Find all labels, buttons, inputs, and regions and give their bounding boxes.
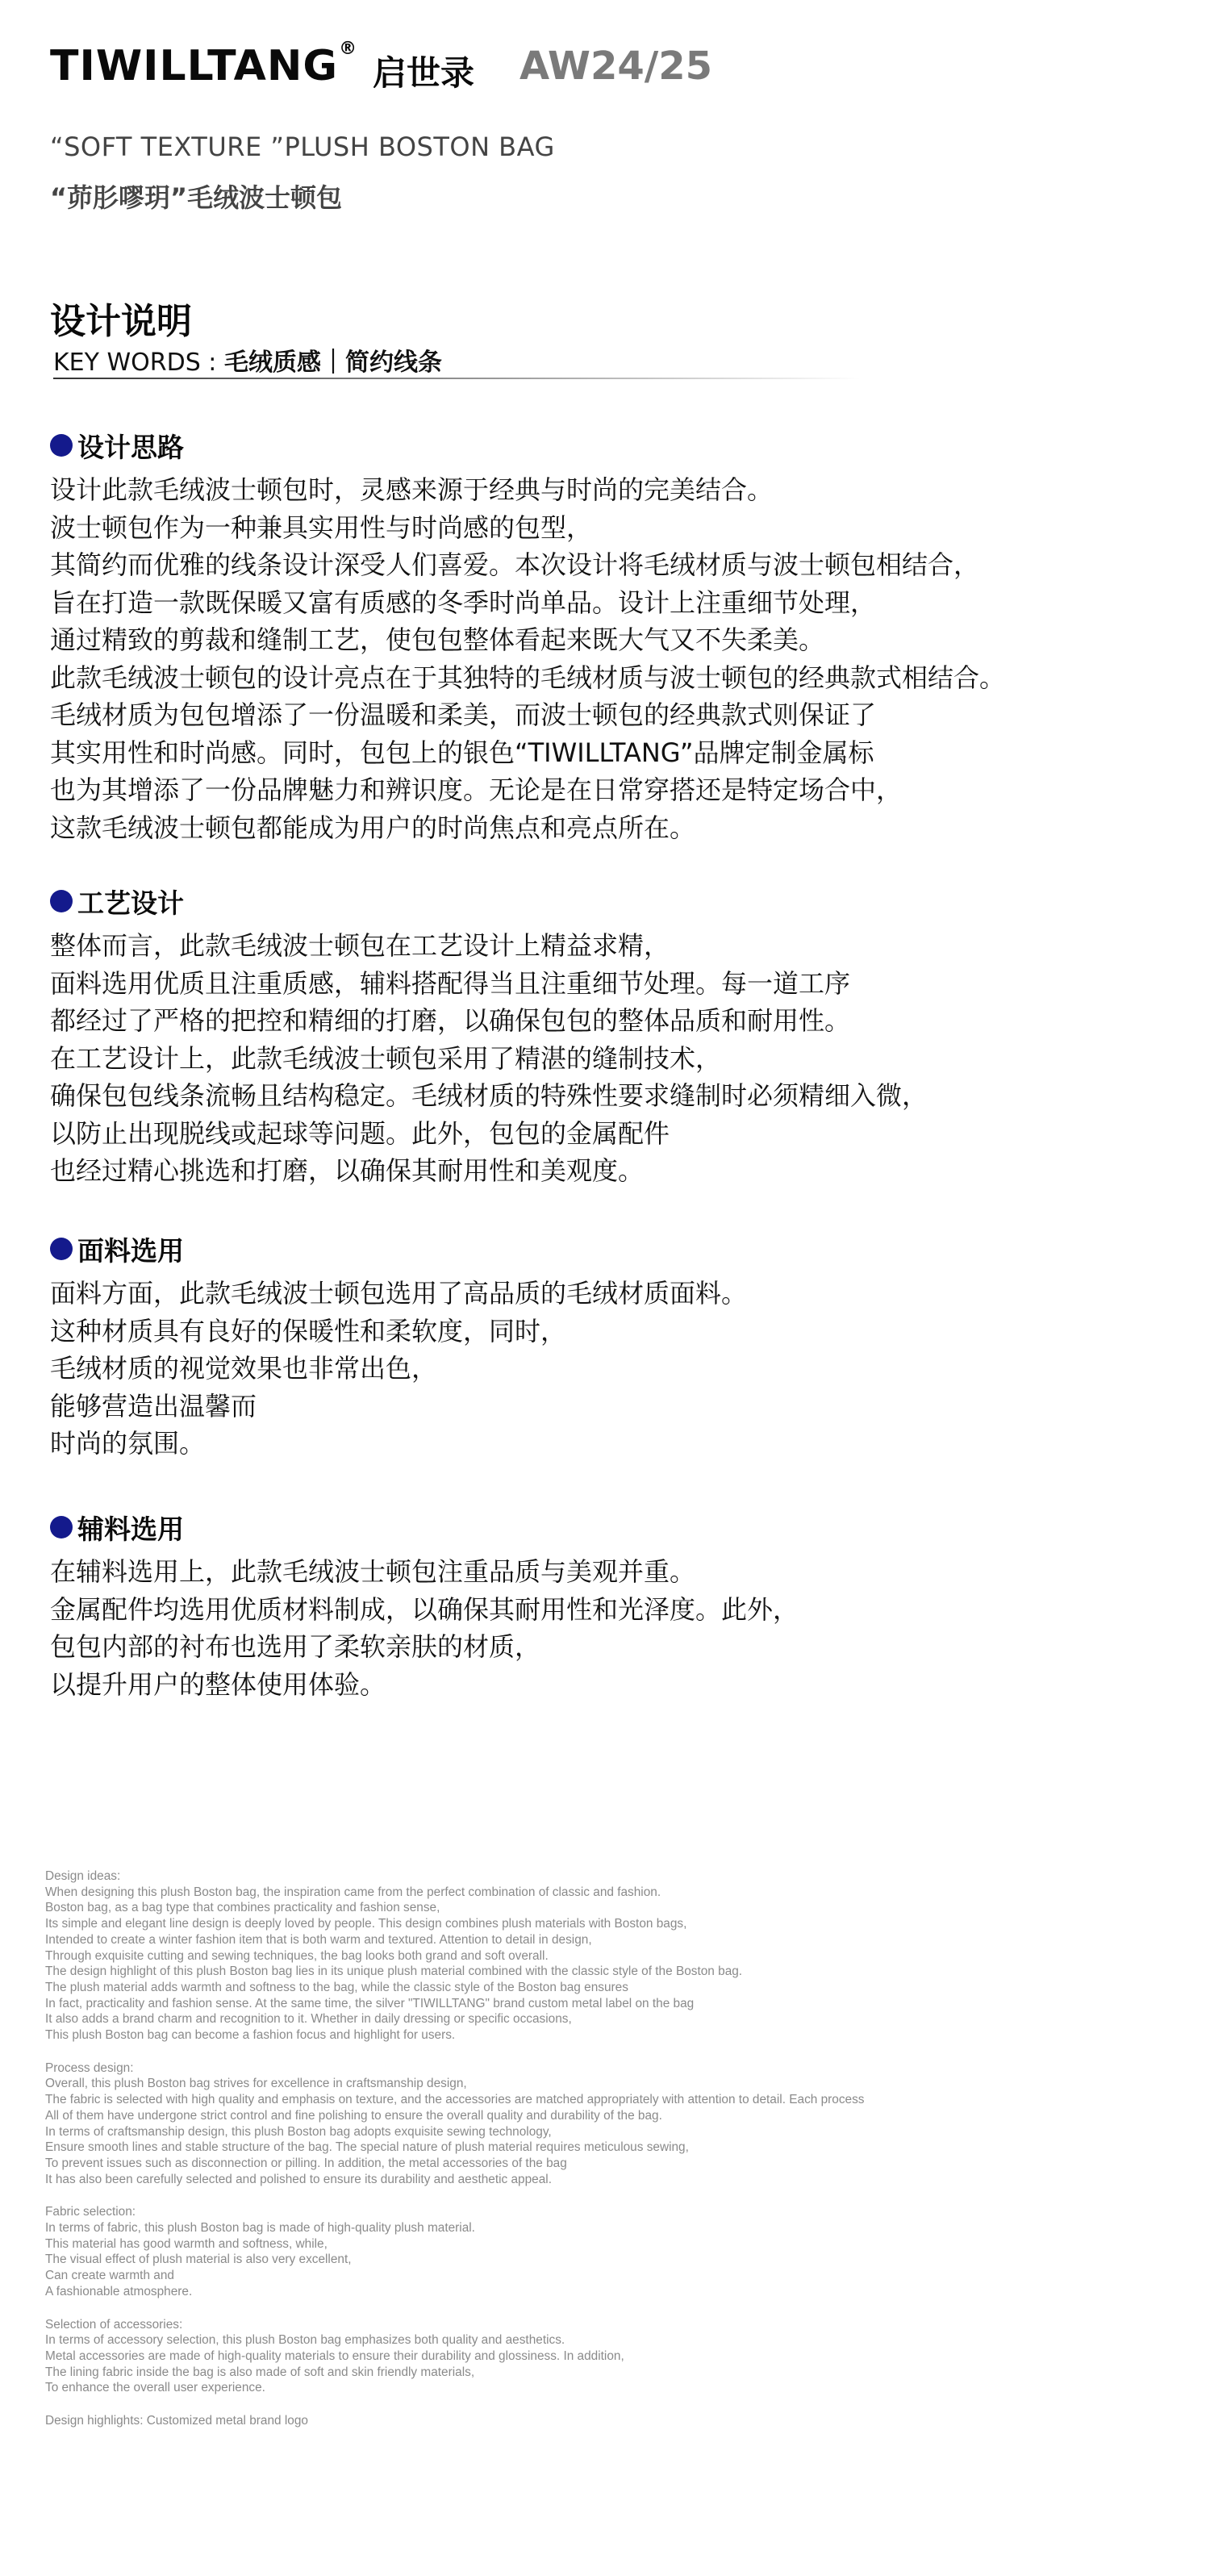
english-block	[45, 2413, 1175, 2429]
section-title: 设计思路	[77, 431, 184, 463]
brand-name: TIWILLTANG	[50, 42, 339, 90]
body-line: 旨在打造一款既保暖又富有质感的冬季时尚单品。设计上注重细节处理，	[50, 587, 877, 618]
body-line: 毛绒材质为包包增添了一份温暖和柔美，而波士顿包的经典款式则保证了	[50, 699, 877, 730]
english-line: Process design:	[45, 2060, 134, 2075]
body-line: 毛绒材质的视觉效果也非常出色，	[50, 1353, 438, 1384]
section-title: 面料选用	[77, 1234, 184, 1267]
bullet-dot-icon	[50, 1238, 73, 1260]
body-line: 波士顿包作为一种兼具实用性与时尚感的包型，	[50, 511, 593, 543]
season-label: AW24/25	[519, 44, 713, 89]
english-line: To enhance the overall user experience.	[45, 2381, 265, 2395]
body-line: 通过精致的剪裁和缝制工艺，使包包整体看起来既大气又不失柔美。	[50, 624, 825, 655]
english-block	[45, 2060, 1175, 2188]
bullet-dot-icon	[50, 1516, 73, 1539]
section-heading	[50, 428, 1163, 463]
body-line: 此款毛绒波士顿包的设计亮点在于其独特的毛绒材质与波士顿包的经典款式相结合。	[50, 662, 1006, 693]
brand-logo	[50, 39, 358, 90]
section-body	[50, 1275, 1163, 1463]
body-line: 面料方面，此款毛绒波士顿包选用了高品质的毛绒材质面料。	[50, 1278, 748, 1309]
section-body	[50, 927, 1163, 1190]
body-line: 都经过了严格的把控和精细的打磨，以确保包包的整体品质和耐用性。	[50, 1005, 851, 1036]
english-line: This material has good warmth and softness, while,	[45, 2236, 328, 2251]
registered-mark: ®	[339, 39, 358, 59]
english-line: The lining fabric inside the bag is also made of soft and skin friendly materials,	[45, 2365, 475, 2379]
english-line: Through exquisite cutting and sewing techniques, the bag looks both grand and soft overall.	[45, 1948, 549, 1963]
english-line: This plush Boston bag can become a fashion focus and highlight for users.	[45, 2028, 456, 2043]
keywords-label: KEY WORDS :	[53, 349, 217, 377]
keywords	[53, 342, 442, 378]
english-line: Ensure smooth lines and stable structure of the bag. The special nature of plush material requires meticulous sewing,	[45, 2140, 689, 2155]
body-line: 确保包包线条流畅且结构稳定。毛绒材质的特殊性要求缝制时必须精细入微，	[50, 1080, 928, 1111]
english-line: In fact, practicality and fashion sense. At the same time, the silver "TIWILLTANG" brand custom metal label on the bag	[45, 1996, 695, 2010]
body-line: 在辅料选用上，此款毛绒波士顿包注重品质与美观并重。	[50, 1556, 696, 1587]
english-line: The design highlight of this plush Boston bag lies in its unique plush material combined with the classic style of the Boston bag.	[45, 1964, 743, 1979]
header	[50, 39, 1163, 106]
body-line: 设计此款毛绒波士顿包时，灵感来源于经典与时尚的完美结合。	[50, 474, 774, 505]
section-title: 辅料选用	[77, 1513, 184, 1545]
english-line: A fashionable atmosphere.	[45, 2284, 193, 2298]
english-line: Fabric selection:	[45, 2205, 136, 2219]
body-line: 以提升用户的整体使用体验。	[50, 1668, 386, 1700]
english-line: To prevent issues such as disconnection or pilling. In addition, the metal accessories of the bag	[45, 2156, 567, 2170]
bullet-dot-icon	[50, 434, 73, 457]
body-line: 以防止出现脱线或起球等问题。此外，包包的金属配件	[50, 1117, 670, 1149]
section-title: 工艺设计	[77, 887, 184, 919]
english-block	[45, 2317, 1175, 2397]
english-line: Intended to create a winter fashion item that is both warm and textured. Attention to detail in design,	[45, 1932, 592, 1947]
body-line: 在工艺设计上，此款毛绒波士顿包采用了精湛的缝制技术，	[50, 1042, 722, 1074]
english-line: Can create warmth and	[45, 2269, 174, 2283]
english-line: In terms of accessory selection, this plush Boston bag emphasizes both quality and aesthetics.	[45, 2333, 565, 2348]
english-line: Overall, this plush Boston bag strives for excellence in craftsmanship design,	[45, 2077, 467, 2091]
section-body	[50, 471, 1163, 846]
english-line: Design highlights: Customized metal brand logo	[45, 2414, 308, 2428]
body-line: 能够营造出温馨而	[50, 1390, 257, 1422]
english-block	[45, 1868, 1175, 2044]
body-line: 面料选用优质且注重质感，辅料搭配得当且注重细节处理。每一道工序	[50, 967, 851, 999]
body-line: 金属配件均选用优质材料制成，以确保其耐用性和光泽度。此外，	[50, 1593, 799, 1625]
english-line: All of them have undergone strict control and fine polishing to ensure the overall quality and durability of the bag.	[45, 2108, 662, 2123]
body-line: 这款毛绒波士顿包都能成为用户的时尚焦点和亮点所在。	[50, 812, 696, 843]
section-heading	[50, 1231, 1163, 1267]
section-heading	[50, 1509, 1163, 1545]
body-line: 其实用性和时尚感。同时，包包上的银色“TIWILLTANG”品牌定制金属标	[50, 737, 874, 768]
english-translation	[45, 1868, 1175, 2446]
section-fabric-selection	[50, 1231, 1163, 1463]
section-body	[50, 1553, 1163, 1703]
keywords-value: 毛绒质感｜简约线条	[223, 349, 442, 377]
english-line: Its simple and elegant line design is deeply loved by people. This design combines plush materials with Boston bags,	[45, 1917, 687, 1931]
divider	[53, 378, 860, 379]
english-line: The fabric is selected with high quality and emphasis on texture, and the accessories are matched appropriately with attention to detail. Each process	[45, 2093, 865, 2107]
english-line: The plush material adds warmth and softness to the bag, while the classic style of the Boston bag ensures	[45, 1980, 628, 1994]
english-line: Metal accessories are made of high-quality materials to ensure their durability and glossiness. In addition,	[45, 2348, 624, 2363]
english-line: It also adds a brand charm and recognition to it. Whether in daily dressing or specific occasions,	[45, 2012, 572, 2027]
english-line: The visual effect of plush material is also very excellent,	[45, 2252, 352, 2267]
english-line: Design ideas:	[45, 1869, 121, 1883]
product-name-cn: “茆肜嘐玥”毛绒波士顿包	[50, 182, 343, 213]
body-line: 整体而言，此款毛绒波士顿包在工艺设计上精益求精，	[50, 930, 670, 961]
english-line: When designing this plush Boston bag, the inspiration came from the perfect combination of classic and fashion.	[45, 1885, 661, 1899]
bullet-dot-icon	[50, 890, 73, 912]
body-line: 也经过精心挑选和打磨，以确保其耐用性和美观度。	[50, 1155, 645, 1186]
design-title: 设计说明	[50, 301, 192, 342]
product-name-en: “SOFT TEXTURE ”PLUSH BOSTON BAG	[50, 132, 555, 162]
body-line: 也为其增添了一份品牌魅力和辨识度。无论是在日常穿搭还是特定场合中，	[50, 774, 903, 805]
english-line: Boston bag, as a bag type that combines practicality and fashion sense,	[45, 1901, 440, 1915]
section-accessory-selection	[50, 1509, 1163, 1703]
body-line: 时尚的氛围。	[50, 1428, 206, 1459]
english-block	[45, 2204, 1175, 2299]
english-line: It has also been carefully selected and polished to ensure its durability and aesthetic appeal.	[45, 2172, 552, 2186]
body-line: 包包内部的衬布也选用了柔软亲肤的材质，	[50, 1631, 541, 1662]
brand-name-cn: 启世录	[373, 53, 475, 93]
body-line: 其简约而优雅的线条设计深受人们喜爱。本次设计将毛绒材质与波士顿包相结合，	[50, 549, 980, 580]
section-design-ideas	[50, 428, 1163, 846]
body-line: 这种材质具有良好的保暖性和柔软度，同时，	[50, 1315, 567, 1346]
english-line: Selection of accessories:	[45, 2317, 183, 2332]
section-heading	[50, 883, 1163, 919]
section-process-design	[50, 883, 1163, 1190]
english-line: In terms of fabric, this plush Boston bag is made of high-quality plush material.	[45, 2221, 475, 2236]
english-line: In terms of craftsmanship design, this plush Boston bag adopts exquisite sewing technology,	[45, 2124, 552, 2139]
